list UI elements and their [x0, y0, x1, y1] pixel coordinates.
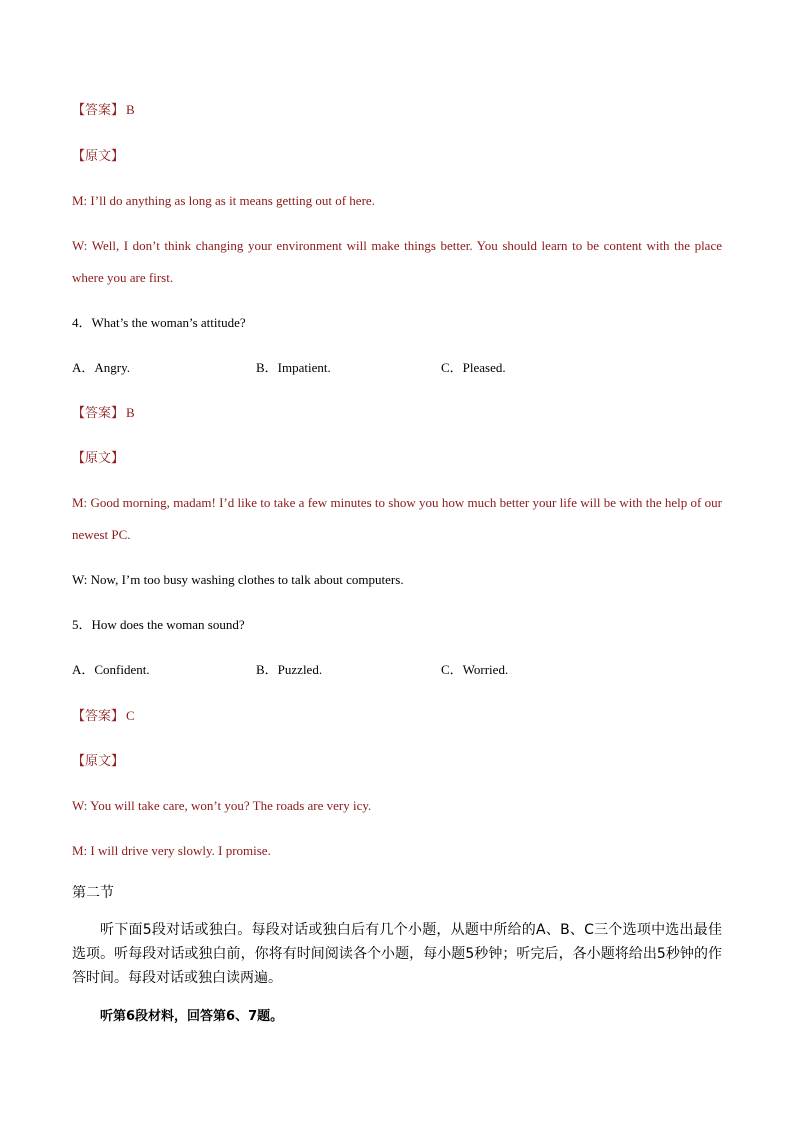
- option-c: C．Worried.: [441, 662, 509, 677]
- material-prompt: 听第6段材料，回答第6、7题。: [100, 1009, 284, 1024]
- option-a: A．Angry.: [72, 360, 131, 375]
- question-5: 5．How does the woman sound?: [72, 617, 245, 632]
- transcript-line: W: Now, I’m too busy washing clothes to talk about computers.: [72, 572, 404, 587]
- option-b: B．Puzzled.: [256, 662, 323, 677]
- transcript-line: M: I’ll do anything as long as it means getting out of here.: [72, 193, 375, 208]
- source-tag-q4: 【原文】: [72, 450, 125, 465]
- source-tag-q5: 【原文】: [72, 753, 125, 768]
- answer-value: C: [126, 708, 135, 723]
- option-b: B．Impatient.: [256, 360, 331, 375]
- question-4: 4．What’s the woman’s attitude?: [72, 315, 246, 330]
- option-c: C．Pleased.: [441, 360, 506, 375]
- transcript-line: M: Good morning, madam! I’d like to take a few minutes to show you how much better your life will be with the help of our newest PC.: [72, 495, 722, 542]
- answer-tag-q4: [72, 405, 135, 421]
- source-tag-q3: 【原文】: [72, 148, 125, 163]
- section-instructions: 听下面5段对话或独白。每段对话或独白后有几个小题，从题中所给的A、B、C三个选项中选出最佳选项。听每段对话或独白前，你将有时间阅读各个小题，每小题5秒钟；听完后，各小题将给出5秒钟的作答时间。每段对话或独白读两遍。: [72, 922, 722, 986]
- transcript-line: W: You will take care, won’t you? The roads are very icy.: [72, 798, 372, 813]
- answer-label: 【答案】: [72, 708, 125, 723]
- transcript-line: M: I will drive very slowly. I promise.: [72, 843, 271, 858]
- answer-value: B: [126, 102, 135, 117]
- answer-label: 【答案】: [72, 102, 125, 117]
- answer-tag-q3: [72, 102, 135, 118]
- answer-value: B: [126, 405, 135, 420]
- answer-tag-q5: [72, 708, 135, 724]
- section-heading: 第二节: [72, 885, 114, 901]
- answer-label: 【答案】: [72, 405, 125, 420]
- transcript-line: W: Well, I don’t think changing your environment will make things better. You should learn to be content with the place where you are first.: [72, 238, 722, 285]
- option-a: A．Confident.: [72, 662, 150, 677]
